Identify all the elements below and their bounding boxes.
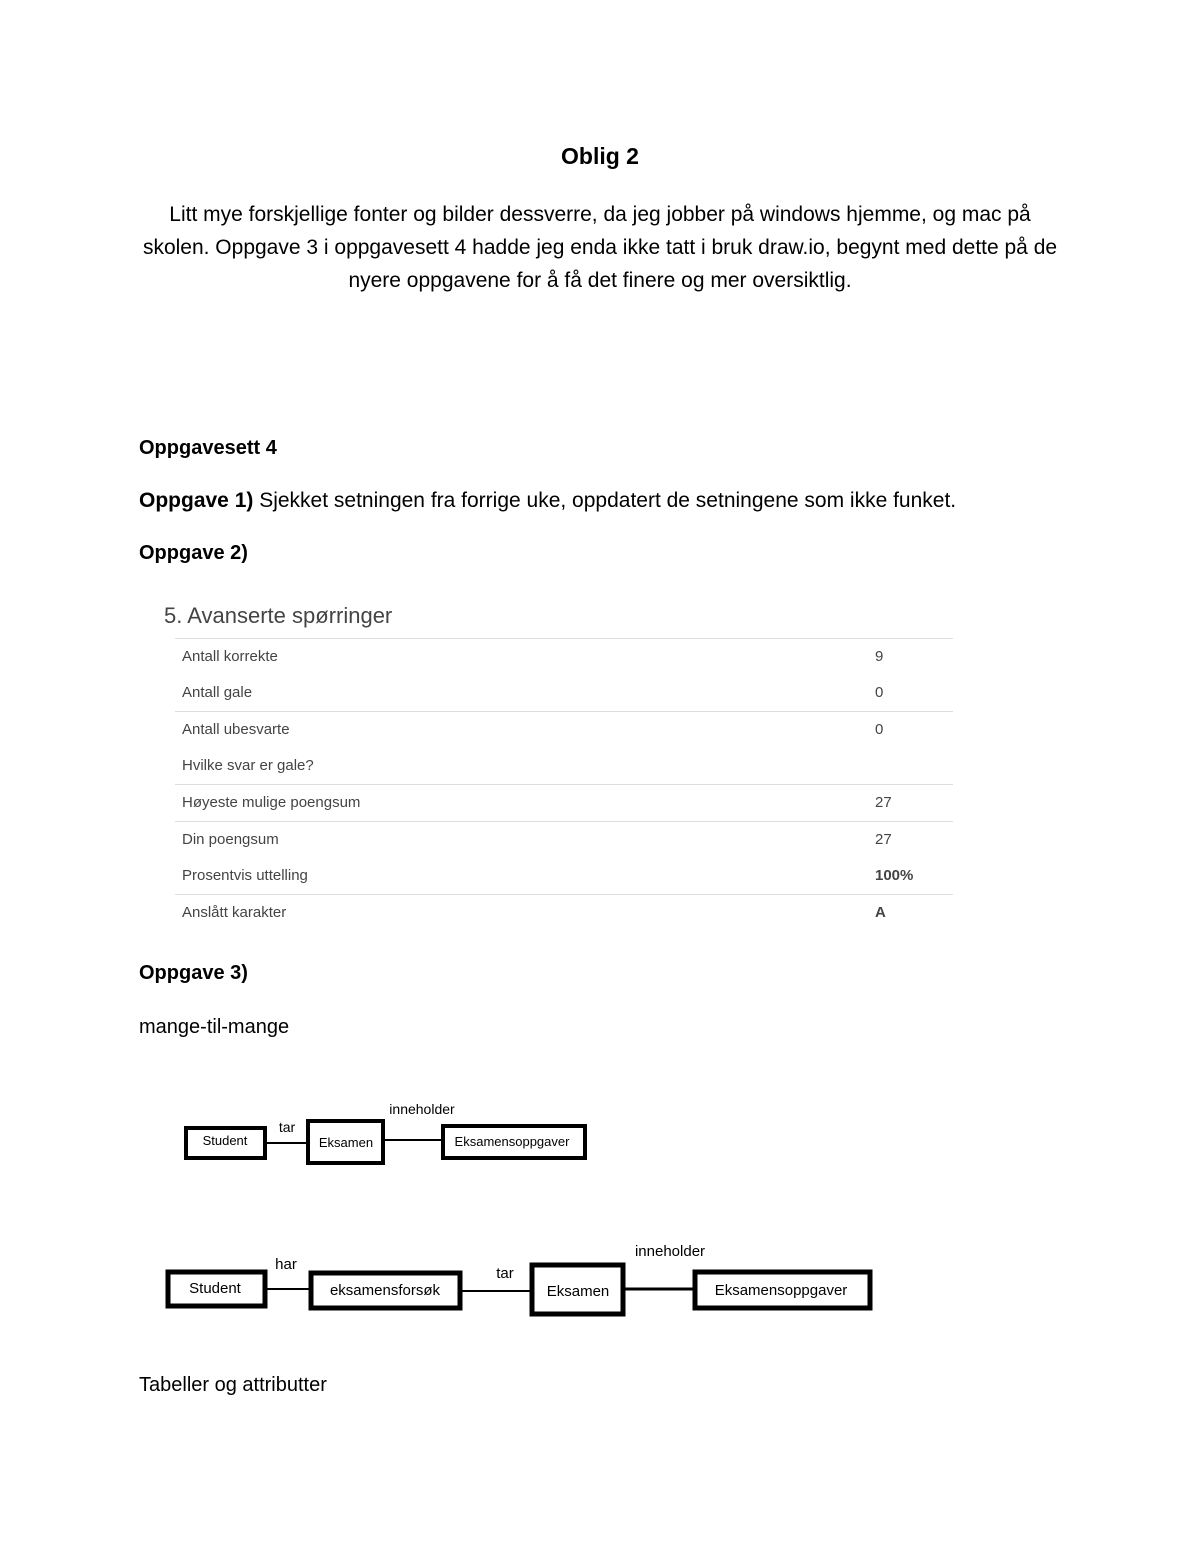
row-label: Prosentvis uttelling <box>182 867 308 884</box>
row-label: Antall ubesvarte <box>182 721 290 738</box>
entity-label: Eksamensoppgaver <box>714 1282 848 1299</box>
document-title: Oblig 2 <box>561 143 639 169</box>
table-row <box>175 748 953 785</box>
row-value: 27 <box>875 794 892 811</box>
task3-label: Oppgave 3) <box>139 962 248 984</box>
intro-paragraph: Litt mye forskjellige fonter og bilder dessverre, da jeg jobber på windows hjemme, og mac på skolen. Oppgave 3 i oppgavesett 4 hadde jeg enda ikke tatt i bruk draw.io, begynt med dette på de nyere oppgavene for å få det finere og mer oversiktlig. <box>142 203 1058 292</box>
relation-label: inneholder <box>634 1243 706 1260</box>
task1-label: Oppgave 1) <box>139 489 254 512</box>
results-table <box>175 638 953 931</box>
table-row <box>175 858 953 895</box>
row-label: Høyeste mulige poengsum <box>182 794 361 811</box>
row-label: Hvilke svar er gale? <box>182 757 314 774</box>
er-diagram-2 <box>0 1235 900 1325</box>
row-label: Antall gale <box>182 684 253 701</box>
entity-label: Student <box>202 1133 248 1148</box>
row-value: A <box>875 904 886 921</box>
row-label: Anslått karakter <box>182 904 287 921</box>
entity-label: Eksamen <box>318 1135 374 1150</box>
er-diagram-1 <box>0 1090 620 1170</box>
table-row <box>175 639 953 675</box>
relation-label: har <box>275 1256 297 1273</box>
results-title: 5. Avanserte spørringer <box>164 603 393 628</box>
entity-label: eksamensforsøk <box>329 1282 441 1299</box>
table-row <box>175 675 953 712</box>
entity-label: Eksamensoppgaver <box>454 1134 570 1149</box>
entity-label: Eksamen <box>546 1283 610 1300</box>
row-label: Din poengsum <box>182 831 279 848</box>
row-value: 9 <box>875 648 884 665</box>
tables-subtitle: Tabeller og attributter <box>139 1374 327 1396</box>
task1-text: Sjekket setningen fra forrige uke, oppdatert de setningene som ikke funket. <box>253 489 957 512</box>
many-to-many-subtitle: mange-til-mange <box>139 1016 290 1038</box>
table-row <box>175 822 953 858</box>
task1-line <box>139 489 956 513</box>
task2-label: Oppgave 2) <box>139 542 248 564</box>
row-value: 27 <box>875 831 892 848</box>
row-value: 0 <box>875 684 884 701</box>
relation-label: tar <box>278 1119 296 1135</box>
relation-label: inneholder <box>389 1101 455 1117</box>
row-label: Antall korrekte <box>182 648 278 665</box>
relation-label: tar <box>496 1265 514 1282</box>
table-row <box>175 712 953 748</box>
table-row <box>175 785 953 822</box>
row-value: 0 <box>875 721 884 738</box>
section-heading: Oppgavesett 4 <box>139 437 277 459</box>
table-row <box>175 895 953 931</box>
row-value: 100% <box>875 867 914 884</box>
entity-label: Student <box>189 1280 241 1297</box>
